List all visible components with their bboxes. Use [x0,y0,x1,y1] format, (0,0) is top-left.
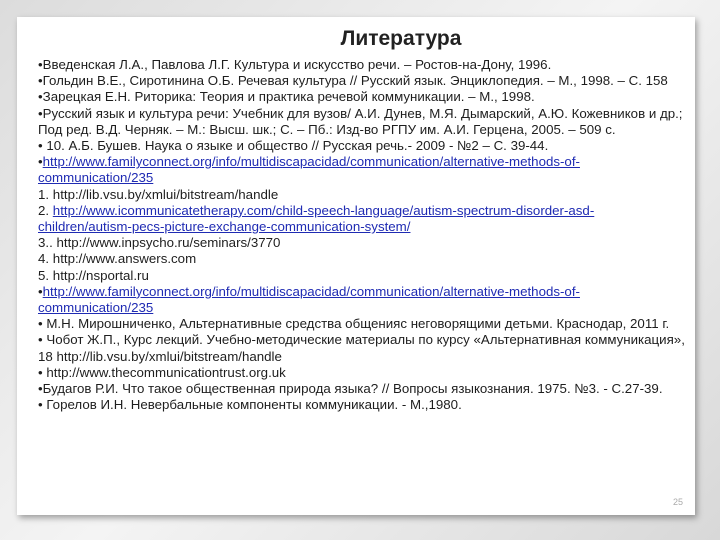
bibliography-entry [38,251,688,267]
entry-text: http://nsportal.ru [52,267,149,283]
page-number: 25 [672,497,683,507]
entry-text: Русский язык и культура речи: Учебник для вузов/ А.И. Дунев, М.Я. Дымарский, А.Ю. Кожевников и др.; Под ред. В.Д. Черняк. – М.: Высш. шк.; С. – Пб.: Изд-во РГПУ им. А.И. Герцена, 2005. – 509 с. [38,105,683,137]
entry-marker: • [38,381,43,397]
entry-text: Зарецкая Е.Н. Риторика: Теория и практика речевой коммуникации. – М., 1998. [42,89,535,105]
bibliography-entry [38,57,688,73]
slide [17,17,695,515]
entry-text: Гольдин В.Е., Сиротинина О.Б. Речевая культура // Русский язык. Энциклопедия. – М., 1998. – С. 158 [42,73,668,89]
bibliography-entry [38,187,688,203]
bibliography-entry [38,316,688,332]
bibliography-entry [38,138,688,154]
bibliography-entry [38,397,688,413]
entry-link[interactable]: http://www.familyconnect.org/info/multidiscapacidad/communication/alternative-methods-of-communication/235 [38,154,580,186]
bibliography-entry [38,203,688,235]
entry-marker: • [38,332,47,348]
bibliography-entry [38,106,688,138]
bibliography-entry [38,332,688,364]
entry-text: Горелов И.Н. Невербальные компоненты коммуникации. - М.,1980. [46,397,462,413]
entry-link[interactable]: http://www.familyconnect.org/info/multidiscapacidad/communication/alternative-methods-of-communication/235 [38,283,580,316]
entry-marker: • [38,57,43,72]
entry-marker: • [38,283,43,299]
entry-text: Будагов Р.И. Что такое общественная природа языка? // Вопросы языкознания. 1975. №3. - С.27-39. [42,381,663,397]
bibliography-list [38,57,688,413]
entry-text: Введенская Л.А., Павлова Л.Г. Культура и искусство речи. – Ростов-на-Дону, 1996. [42,57,552,72]
entry-marker: • [38,154,43,170]
entry-marker: 1. [38,186,53,202]
entry-marker: 2. [38,202,53,218]
bibliography-entry [38,381,688,397]
entry-marker: 5. [38,267,53,283]
entry-text: Чобот Ж.П., Курс лекций. Учебно-методические материалы по курсу «Альтернативная коммуникация», 18 http://lib.vsu.by/xmlui/bitstream/handle [38,332,685,364]
entry-marker: • [38,138,47,154]
entry-marker: • [38,364,47,380]
entry-text: http://lib.vsu.by/xmlui/bitstream/handle [52,186,279,202]
bibliography-entry [38,73,688,89]
entry-marker: • [38,397,47,413]
bibliography-entry [38,89,688,105]
entry-marker: • [38,316,47,332]
entry-marker: • [38,89,43,105]
slide-title: Литература [340,27,462,50]
bibliography-entry [38,268,688,284]
entry-text: http://www.thecommunicationtrust.org.uk [46,364,286,380]
entry-marker: • [38,105,43,121]
bibliography-entry [38,365,688,381]
entry-text: . http://www.inpsycho.ru/seminars/3770 [49,235,281,251]
entry-marker: • [38,73,43,89]
entry-text: М.Н. Мирошниченко, Альтернативные средства общенияс неговорящими детьми. Краснодар, 2011 г. [46,316,670,332]
entry-text: http://www.answers.com [52,251,197,267]
entry-text: 10. А.Б. Бушев. Наука о языке и общество // Русская речь.- 2009 - №2 – С. 39-44. [46,138,549,154]
entry-marker: 3. [38,235,50,251]
bibliography-entry [38,235,688,251]
bibliography-entry [38,284,688,316]
bibliography-entry [38,154,688,186]
entry-marker: 4. [38,251,53,267]
entry-link[interactable]: http://www.icommunicatetherapy.com/child-speech-language/autism-spectrum-disorder-asd-children/autism-pecs-picture-exchange-communication-system/ [38,202,595,235]
